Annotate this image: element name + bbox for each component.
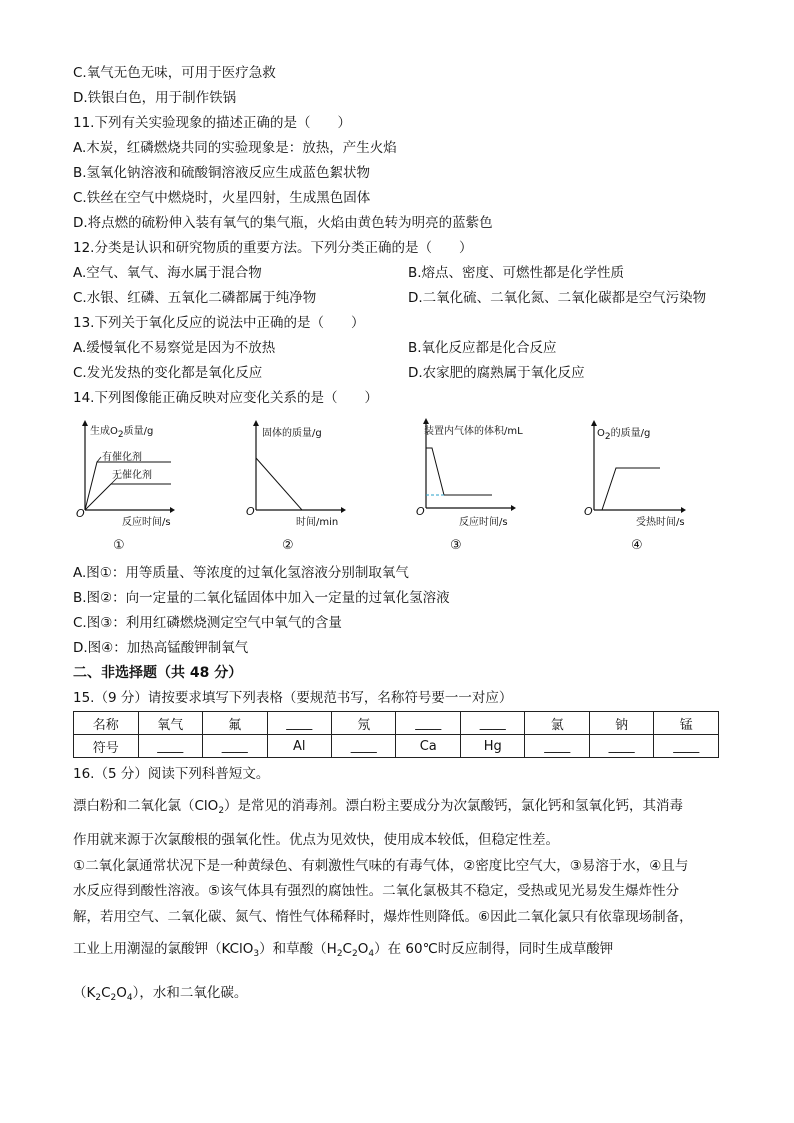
option-line: D.农家肥的腐熟属于氧化反应 [408, 365, 585, 381]
table-cell[interactable]: ____ [525, 735, 589, 758]
table-cell[interactable]: ____ [267, 712, 331, 735]
option-line: B.氧化反应都是化合反应 [408, 340, 557, 356]
graph-3-ylabel: 装置内气体的体积/mL [424, 426, 523, 437]
option-line: C.图③：利用红磷燃烧测定空气中氧气的含量 [73, 615, 342, 631]
graph-4-origin: O [584, 505, 593, 518]
graph-1-curve-label: 无催化剂 [112, 470, 152, 481]
graph-1-ylabel: 生成$O_2$质量/g [90, 426, 154, 440]
graph-2-ylabel: 固体的质量/g [262, 428, 322, 439]
table-cell: Hg [460, 735, 524, 758]
table-cell[interactable]: ____ [396, 712, 460, 735]
question-stem: 16.（5 分）阅读下列科普短文。 [73, 766, 270, 782]
option-line: B.图②：向一定量的二氧化锰固体中加入一定量的过氧化氢溶液 [73, 590, 450, 606]
table-cell: Ca [396, 735, 460, 758]
question-stem: 14.下列图像能正确反映对应变化关系的是（ ） [73, 390, 378, 406]
option-line: B.熔点、密度、可燃性都是化学性质 [408, 265, 625, 281]
passage-line: 水反应得到酸性溶液。⑤该气体具有强烈的腐蚀性。二氧化氯极其不稳定，受热或见光易发生爆炸性分 [73, 883, 680, 899]
graph-3-origin: O [416, 505, 425, 518]
graph-4-ylabel: $O_2$的质量/g [597, 428, 651, 442]
option-line: A.木炭，红磷燃烧共同的实验现象是：放热，产生火焰 [73, 140, 397, 156]
option-line: C.水银、红磷、五氧化二磷都属于纯净物 [73, 290, 317, 306]
option-line: A.缓慢氧化不易察觉是因为不放热 [73, 340, 276, 356]
passage-line: 工业上用潮湿的氯酸钾（KClO$_3$）和草酸$(H_2C_2O_4)$在 60℃时反应制得，同时生成草酸钾 [73, 941, 614, 959]
table-cell: 名称 [74, 712, 139, 735]
table-row [74, 735, 719, 758]
table-cell[interactable]: ____ [332, 735, 396, 758]
option-line: D.二氧化硫、二氧化氮、二氧化碳都是空气污染物 [408, 290, 707, 306]
option-line: C.铁丝在空气中燃烧时，火星四射，生成黑色固体 [73, 190, 371, 206]
graph-2-xlabel: 时间/min [296, 517, 339, 528]
option-line: B.氢氧化钠溶液和硫酸铜溶液反应生成蓝色絮状物 [73, 165, 371, 181]
graph-1-xlabel: 反应时间/s [122, 517, 171, 528]
graph-2-origin: O [246, 505, 255, 518]
passage-line: $(K_2C_2O_4)$，水和二氧化碳。 [73, 985, 248, 1003]
question-stem: 13.下列关于氧化反应的说法中正确的是（ ） [73, 315, 365, 331]
graph-4-number: ④ [631, 538, 643, 553]
table-cell: 氟 [203, 712, 267, 735]
graph-3-number: ③ [450, 538, 462, 553]
graph-4-xlabel: 受热时间/s [636, 517, 685, 528]
graph-2-number: ② [282, 538, 294, 553]
table-row [74, 712, 719, 735]
question-stem: 12.分类是认识和研究物质的重要方法。下列分类正确的是（ ） [73, 240, 473, 256]
table-cell: 钠 [589, 712, 653, 735]
option-line: A.空气、氧气、海水属于混合物 [73, 265, 262, 281]
graph-1-origin: O [76, 507, 85, 520]
table-cell[interactable]: ____ [589, 735, 653, 758]
option-line: A.图①：用等质量、等浓度的过氧化氢溶液分别制取氧气 [73, 565, 409, 581]
graph-1-number: ① [113, 538, 125, 553]
table-cell: 锰 [654, 712, 719, 735]
table-cell[interactable]: ____ [654, 735, 719, 758]
option-line: C.发光发热的变化都是氧化反应 [73, 365, 263, 381]
question-stem: 15.（9 分）请按要求填写下列表格（要规范书写，名称符号要一一对应） [73, 690, 513, 706]
table-cell: 氖 [332, 712, 396, 735]
option-line: C.氧气无色无味，可用于医疗急救 [73, 65, 276, 81]
table-cell[interactable]: ____ [203, 735, 267, 758]
table-cell: 氯 [525, 712, 589, 735]
passage-line: ①二氧化氯通常状况下是一种黄绿色、有刺激性气味的有毒气体，②密度比空气大，③易溶于水，④且与 [73, 858, 689, 874]
option-line: D.图④：加热高锰酸钾制氧气 [73, 640, 249, 656]
table-cell[interactable]: ____ [138, 735, 203, 758]
table-cell: 符号 [74, 735, 139, 758]
table-cell[interactable]: ____ [460, 712, 524, 735]
option-line: D.铁银白色，用于制作铁锅 [73, 90, 237, 106]
section-heading: 二、非选择题（共 48 分） [73, 665, 243, 681]
graph-3-xlabel: 反应时间/s [459, 517, 508, 528]
passage-line: 解，若用空气、二氧化碳、氮气、惰性气体稀释时，爆炸性则降低。⑥因此二氧化氯只有依靠现场制备， [73, 909, 693, 925]
passage-line: 漂白粉和二氧化氯（ClO$_2$）是常见的消毒剂。漂白粉主要成分为次氯酸钙，氯化钙和氢氧化钙，其消毒 [73, 798, 684, 816]
table-cell: 氧气 [138, 712, 203, 735]
table-cell: Al [267, 735, 331, 758]
option-line: D.将点燃的硫粉伸入装有氧气的集气瓶，火焰由黄色转为明亮的蓝紫色 [73, 215, 493, 231]
passage-line: 作用就来源于次氯酸根的强氧化性。优点为见效快，使用成本较低，但稳定性差。 [73, 832, 559, 848]
question-stem: 11.下列有关实验现象的描述正确的是（ ） [73, 115, 351, 131]
element-table [73, 711, 719, 758]
graph-1-curve-label: 有催化剂 [102, 452, 142, 463]
